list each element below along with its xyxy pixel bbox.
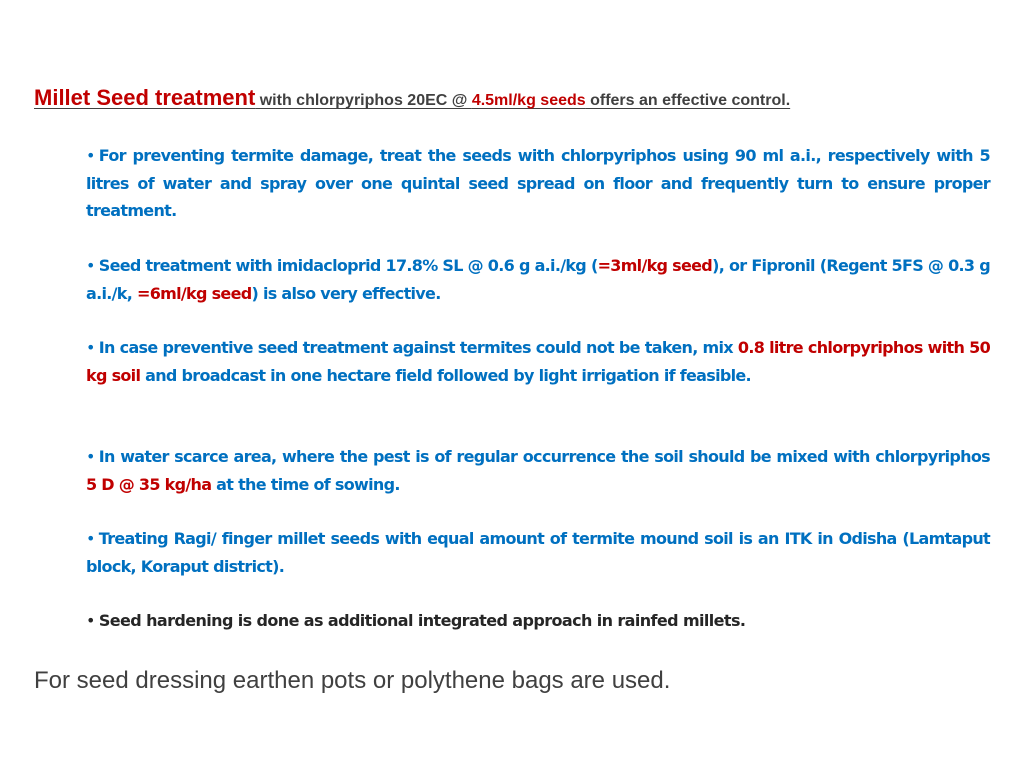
bullet-dot: • — [86, 529, 95, 548]
bullet-dot: • — [86, 256, 95, 275]
bullet-text: at the time of sowing. — [211, 474, 400, 494]
bullet-dose: =6ml/kg seed — [136, 283, 252, 303]
bullet-text: Seed hardening is done as additional integrated approach in rainfed millets. — [98, 611, 746, 630]
bullet-imidacloprid — [86, 252, 990, 307]
heading-dose: 4.5ml/kg seeds — [471, 92, 586, 109]
heading-text: with chlorpyriphos 20EC @ — [255, 92, 472, 109]
bullet-text: Seed treatment with imidacloprid 17.8% SL @ 0.6 g a.i./kg ( — [98, 256, 598, 275]
bullet-dose: 5 D @ 35 kg/ha — [86, 474, 212, 494]
bullet-dot: • — [86, 611, 95, 630]
bullet-text: For preventing termite damage, treat the seeds with chlorpyriphos using 90 ml a.i., respectively with 5 litres of water and spray over one quintal seed spread on floor and frequently turn to ensure proper treatment. — [86, 146, 990, 220]
bullet-text: ), or Fipronil (Regent 5FS @ 0.3 g a.i./k, — [86, 256, 990, 303]
heading-tail: offers an effective control. — [585, 92, 791, 109]
bullet-dot: • — [86, 447, 95, 466]
bullet-termite-prevention — [86, 142, 990, 225]
slide-heading — [34, 84, 994, 115]
bullet-dot: • — [86, 146, 95, 165]
bullet-dot: • — [86, 338, 95, 357]
bullet-dose: =3ml/kg seed — [597, 256, 713, 275]
bullet-text: ) is also very effective. — [251, 283, 441, 303]
bullet-water-scarce — [86, 443, 990, 498]
bullet-text: In water scarce area, where the pest is of regular occurrence the soil should be mixed with chlorpyriphos — [98, 447, 990, 466]
bullet-seed-hardening — [86, 607, 990, 635]
bullet-dose: 0.8 litre chlorpyriphos with 50 kg soil — [86, 338, 990, 385]
footer-note: For seed dressing earthen pots or polythene bags are used. — [34, 667, 671, 694]
bullet-itk-odisha — [86, 525, 990, 580]
bullet-text: Treating Ragi/ finger millet seeds with equal amount of termite mound soil is an ITK in Odisha (Lamtaput block, Koraput district). — [86, 529, 990, 576]
bullet-text: In case preventive seed treatment against termites could not be taken, mix — [98, 338, 738, 357]
bullet-text: and broadcast in one hectare field followed by light irrigation if feasible. — [140, 365, 751, 385]
heading-title: Millet Seed treatment — [34, 85, 256, 110]
bullet-soil-mix — [86, 334, 990, 389]
